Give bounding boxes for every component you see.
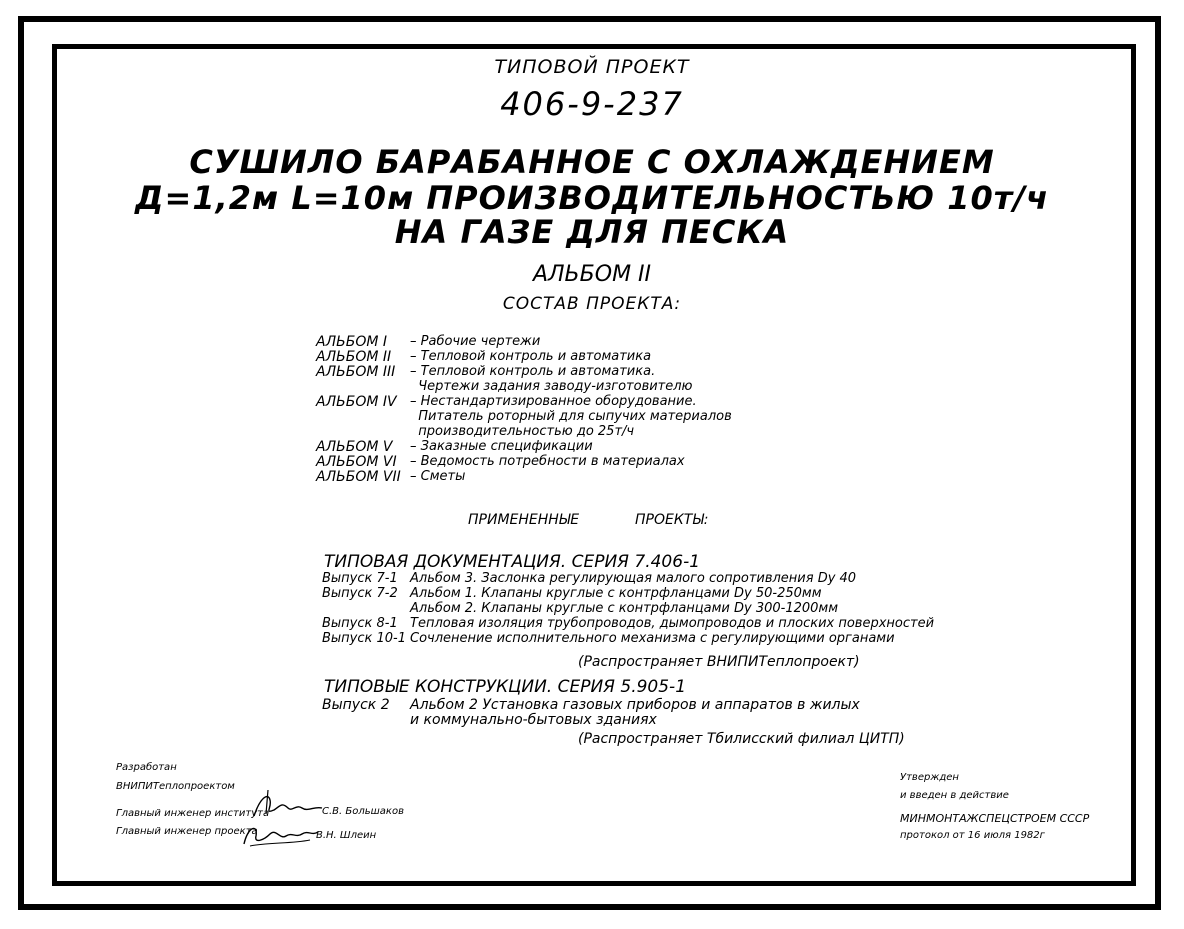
chief-project-name: В.Н. Шлеин — [316, 830, 377, 841]
title-line-2: Д=1,2м L=10м ПРОИЗВОДИТЕЛЬНОСТЬЮ 10т/ч — [135, 179, 1049, 217]
table-row: Выпуск 7-1 Альбом 3. Заслонка регулирующая малого сопротивления Dу 40 — [322, 571, 857, 586]
typical-docs-distributor: (Распространяет ВНИПИТеплопроект) — [578, 654, 860, 670]
typical-constructions-distributor: (Распространяет Тбилисский филиал ЦИТП) — [578, 731, 905, 747]
list-item: АЛЬБОМ VI – Ведомость потребности в материалах — [316, 454, 685, 470]
applied-label-1: ПРИМЕНЕННЫЕ — [468, 512, 580, 528]
list-item: АЛЬБОМ V – Заказные спецификации — [316, 439, 593, 455]
approval-line-2: и введен в действие — [900, 790, 1009, 801]
table-row: Выпуск 7-2 Альбом 1. Клапаны круглые с контрфланцами Dу 50-250мм — [322, 586, 822, 601]
list-item-continuation: Чертежи задания заводу-изготовителю — [418, 379, 693, 394]
list-item: АЛЬБОМ IV – Нестандартизированное оборудование. — [316, 394, 697, 410]
title-line-3: НА ГАЗЕ ДЛЯ ПЕСКА — [394, 213, 790, 251]
typical-docs-heading: ТИПОВАЯ ДОКУМЕНТАЦИЯ. СЕРИЯ 7.406-1 — [324, 552, 701, 572]
approval-org: МИНМОНТАЖСПЕЦСТРОЕМ СССР — [900, 812, 1090, 825]
chief-institute-name: С.В. Большаков — [322, 806, 404, 817]
doc-number: 406-9-237 — [500, 85, 684, 123]
developer-org: ВНИПИТеплопроектом — [116, 781, 235, 792]
doc-type: ТИПОВОЙ ПРОЕКТ — [494, 56, 690, 78]
chief-institute-role: Главный инженер института — [116, 808, 270, 819]
list-item: АЛЬБОМ I – Рабочие чертежи — [316, 334, 541, 350]
applied-label-2: ПРОЕКТЫ: — [635, 512, 709, 528]
albums-list — [316, 334, 732, 484]
table-row: Выпуск 10-1 Сочленение исполнительного механизма с регулирующими органами — [322, 631, 895, 646]
list-item: АЛЬБОМ III – Тепловой контроль и автоматика. — [316, 364, 656, 380]
chief-project-role: Главный инженер проекта — [116, 826, 258, 837]
typical-docs-issues — [322, 571, 934, 646]
album-number: АЛЬБОМ II — [532, 262, 652, 287]
table-row: Выпуск 8-1 Тепловая изоляция трубопроводов, дымопроводов и плоских поверхностей — [322, 616, 935, 631]
signature-chief-project — [240, 818, 320, 850]
table-row-continuation: и коммунально-бытовых зданиях — [410, 712, 657, 728]
approval-protocol: протокол от 16 июля 1982г — [900, 830, 1045, 841]
typical-constructions-heading: ТИПОВЫЕ КОНСТРУКЦИИ. СЕРИЯ 5.905-1 — [324, 677, 687, 697]
list-item: АЛЬБОМ II – Тепловой контроль и автоматика — [316, 349, 652, 365]
table-row: Выпуск 2 Альбом 2 Установка газовых приборов и аппаратов в жилых — [322, 697, 860, 713]
composition-heading: СОСТАВ ПРОЕКТА: — [502, 294, 682, 314]
typical-constructions-issues — [322, 697, 860, 727]
developer-label: Разработан — [116, 762, 177, 773]
list-item-continuation: Питатель роторный для сыпучих материалов — [418, 409, 732, 424]
list-item-continuation: производительностью до 25т/ч — [418, 424, 635, 439]
list-item: АЛЬБОМ VII – Сметы — [316, 469, 466, 485]
approval-line-1: Утвержден — [900, 772, 959, 783]
table-row-continuation: Альбом 2. Клапаны круглые с контрфланцами Dу 300-1200мм — [410, 601, 839, 616]
title-line-1: СУШИЛО БАРАБАННОЕ С ОХЛАЖДЕНИЕМ — [189, 143, 995, 181]
signature-chief-institute — [250, 788, 326, 822]
